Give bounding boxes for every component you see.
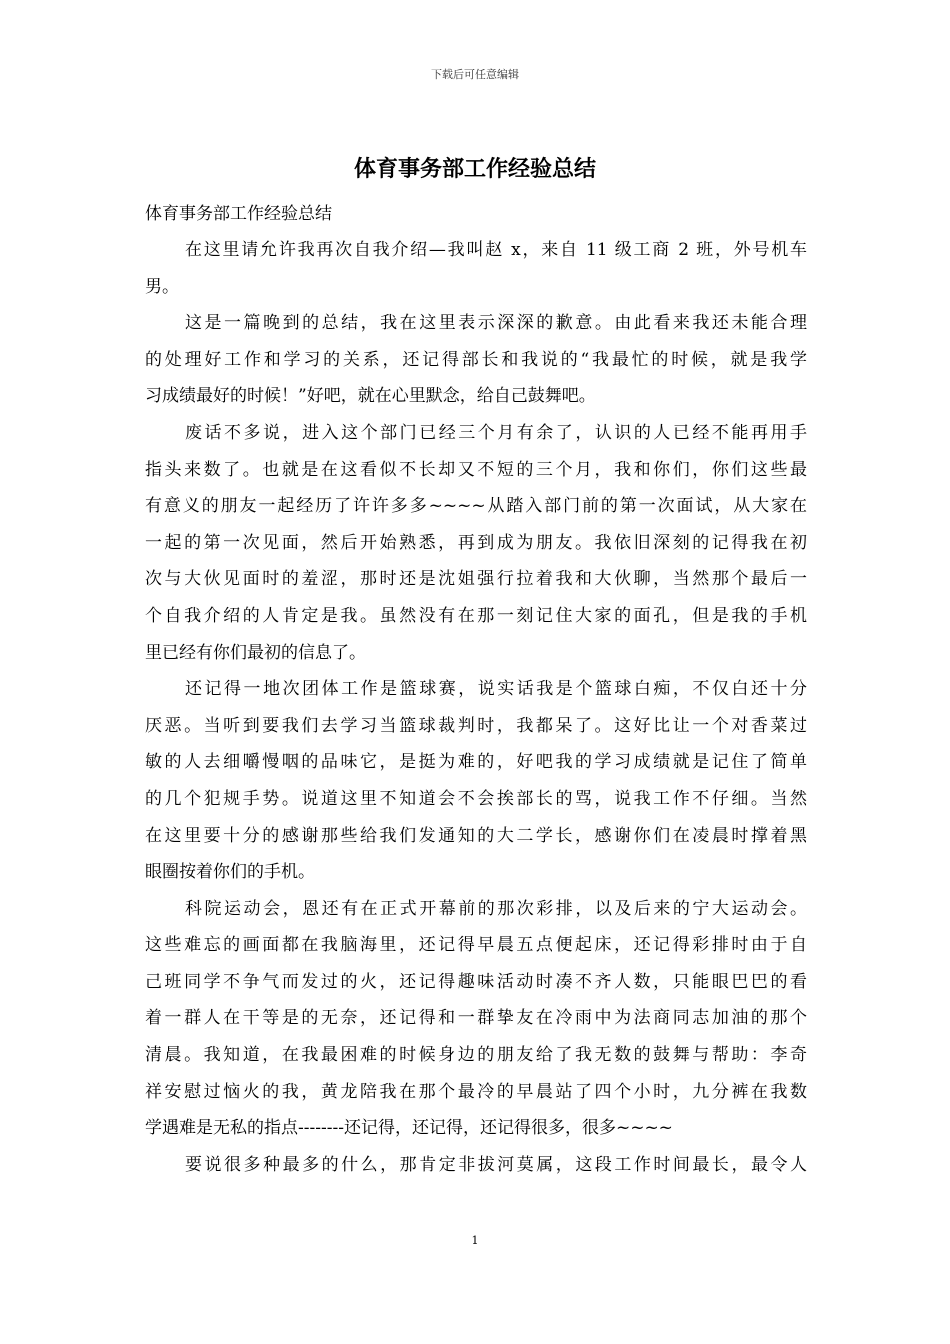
document-subtitle: 体育事务部工作经验总结 [145, 204, 332, 224]
body-paragraph [145, 891, 807, 1147]
paragraph-line: 废话不多说，进入这个部门已经三个月有余了，认识的人已经不能再用手 [185, 422, 807, 443]
paragraph-list [145, 232, 807, 1183]
body-paragraph [145, 671, 807, 891]
paragraph-line: 厌恶。当听到要我们去学习当篮球裁判时，我都呆了。这好比让一个对香菜过 [145, 715, 807, 736]
document-body [145, 196, 807, 1183]
paragraph-line: 在这里请允许我再次自我介绍—我叫赵 x，来自 11 级工商 2 班，外号机车 [185, 240, 807, 260]
paragraph-line: 习成绩最好的时候！”好吧，就在心里默念，给自己鼓舞吧。 [145, 386, 596, 407]
document-title: 体育事务部工作经验总结 [353, 156, 596, 182]
paragraph-line: 清晨。我知道，在我最困难的时候身边的朋友给了我无数的鼓舞与帮助：李奇 [145, 1045, 807, 1066]
body-paragraph [145, 415, 807, 671]
paragraph-line: 这是一篇晚到的总结，我在这里表示深深的歉意。由此看来我还未能合理 [185, 313, 807, 334]
paragraph-line: 的几个犯规手势。说道这里不知道会不会挨部长的骂，说我工作不仔细。当然 [145, 788, 807, 809]
paragraph-line: 科院运动会，恩还有在正式开幕前的那次彩排，以及后来的宁大运动会。 [185, 898, 807, 919]
paragraph-line: 这些难忘的画面都在我脑海里，还记得早晨五点便起床，还记得彩排时由于自 [145, 935, 807, 956]
paragraph-line: 次与大伙见面时的羞涩，那时还是沈姐强行拉着我和大伙聊，当然那个最后一 [145, 569, 807, 590]
paragraph-line: 在这里要十分的感谢那些给我们发通知的大二学长，感谢你们在凌晨时撑着黑 [145, 825, 807, 846]
paragraph-line: 要说很多种最多的什么，那肯定非拔河莫属，这段工作时间最长，最令人 [185, 1154, 807, 1175]
body-paragraph [145, 232, 807, 305]
paragraph-line: 祥安慰过恼火的我，黄龙陪我在那个最冷的早晨站了四个小时，九分裤在我数 [145, 1081, 807, 1102]
paragraph-line: 还记得一地次团体工作是篮球赛，说实话我是个篮球白痴，不仅白还十分 [185, 679, 807, 700]
paragraph-line: 着一群人在干等是的无奈，还记得和一群挚友在冷雨中为法商同志加油的那个 [145, 1008, 807, 1029]
paragraph-line: 的处理好工作和学习的关系，还记得部长和我说的“我最忙的时候，就是我学 [145, 349, 807, 370]
paragraph-line: 己班同学不争气而发过的火，还记得趣味活动时凑不齐人数，只能眼巴巴的看 [145, 971, 807, 992]
paragraph-line: 指头来数了。也就是在这看似不长却又不短的三个月，我和你们，你们这些最 [145, 459, 807, 480]
paragraph-line: 一起的第一次见面，然后开始熟悉，再到成为朋友。我依旧深刻的记得我在初 [145, 532, 807, 553]
paragraph-line: 眼圈按着你们的手机。 [145, 862, 315, 883]
body-paragraph [145, 1147, 807, 1184]
body-paragraph [145, 305, 807, 415]
header-note: 下载后可任意编辑 [431, 68, 519, 81]
paragraph-line: 有意义的朋友一起经历了许许多多~~~~从踏入部门前的第一次面试，从大家在 [145, 496, 807, 517]
paragraph-line: 里已经有你们最初的信息了。 [145, 642, 366, 663]
paragraph-line: 男。 [145, 276, 179, 297]
paragraph-line: 学遇难是无私的指点--------还记得，还记得，还记得很多，很多~~~~ [145, 1118, 673, 1139]
paragraph-line: 敏的人去细嚼慢咽的品味它，是挺为难的，好吧我的学习成绩就是记住了简单 [145, 752, 807, 773]
paragraph-line: 个自我介绍的人肯定是我。虽然没有在那一刻记住大家的面孔，但是我的手机 [145, 605, 807, 626]
page-number: 1 [471, 1234, 479, 1247]
